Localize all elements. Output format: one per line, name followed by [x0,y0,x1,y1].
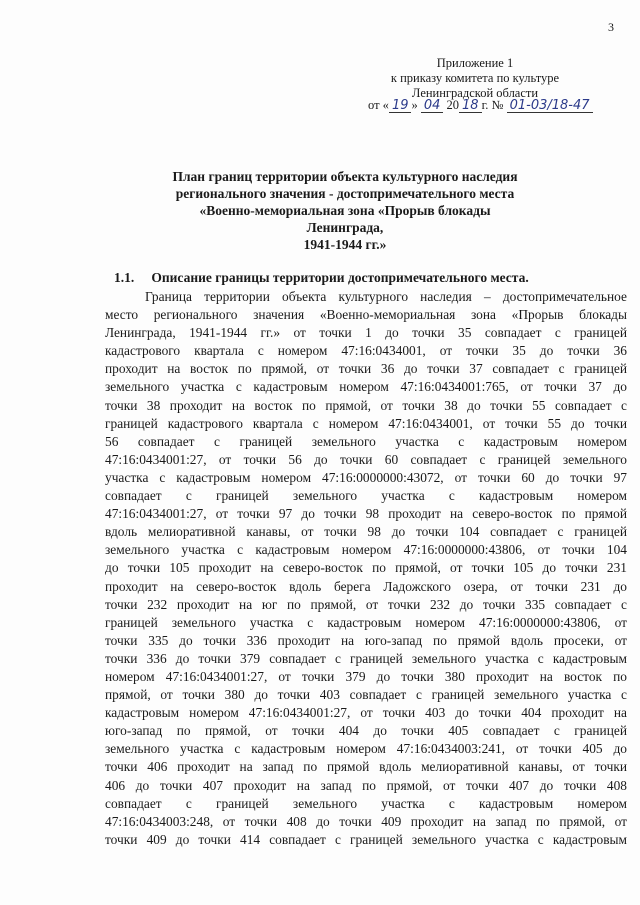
body-line: точки 406 проходит на запад по прямой вдоль мелиоративной канавы, от точки [105,759,627,775]
title-line-2: регионального значения - достопримечательного места [175,186,515,201]
body-line: кадастрового квартала с номером 47:16:0434001, от точки 35 до точки 36 [105,343,627,359]
body-line: точки 232 проходит на юг по прямой, от точки 232 до точки 335 совпадает с [105,596,627,612]
body-line: границей земельного участка с кадастровым номером 47:16:0000000:43806, от [105,614,627,630]
body-line: проходит на восток по прямой, от точки 36 до точки 37 совпадает с границей [105,361,627,377]
body-line: 47:16:0434001:27, от точки 56 до точки 60 совпадает с границей земельного [105,451,627,467]
title-line-4: 1941-1944 гг.» [303,237,387,252]
appendix-line-3: Ленинградской области [411,86,539,100]
body-line: точки 38 проходит на восток по прямой, от точки 38 до точки 55 совпадает с [105,397,627,413]
order-number: 01-03/18-47 [507,99,593,113]
order-prefix: от « [368,98,389,112]
title-line-1: План границ территории объекта культурного наследия [172,169,518,184]
body-line: совпадает с границей земельного участка с кадастровым номером [105,795,627,811]
body-line: место регионального значения «Военно-мемориальная зона «Прорыв блокады [105,307,627,323]
body-line: Граница территории объекта культурного наследия – достопримечательное [145,289,627,304]
order-sep-1: » [411,98,421,112]
body-line: 47:16:0434001:27, от точки 97 до точки 98 проходит на северо-восток по прямой [105,506,627,522]
order-year: 18 [459,99,482,113]
order-reference [368,98,593,113]
body-line: юго-запад по прямой, от точки 404 до точки 405 совпадает с границей [105,723,627,739]
body-line: земельного участка с кадастровым номером 47:16:0000000:43806, от точки 104 [105,542,627,558]
body-line: Ленинграда, 1941-1944 гг.» от точки 1 до точки 35 совпадает с границей [105,325,627,341]
body-text [105,288,627,849]
body-line: 406 до точки 407 проходит на запад по прямой, от точки 407 до точки 408 [105,777,627,793]
body-line: точки 335 до точки 336 проходит на юго-запад по прямой вдоль просеки, от [105,632,627,648]
order-month: 04 [421,99,444,113]
title-line-3: «Военно-мемориальная зона «Прорыв блокады Ленинграда, [199,203,491,235]
body-line: земельного участка с кадастровым номером 47:16:0434001:765, от точки 37 до [105,379,627,395]
body-line: точки 336 до точки 379 совпадает с границей земельного участка с кадастровым [105,650,627,666]
section-heading [114,270,529,286]
appendix-header [340,56,610,101]
page-number: 3 [608,20,614,34]
body-line: 47:16:0434003:248, от точки 408 до точки 409 проходит на запад по прямой, от [105,813,627,829]
section-title: Описание границы территории достопримечательного места. [151,270,529,285]
body-line: проходит на северо-восток вдоль берега Ладожского озера, от точки 231 до [105,578,627,594]
appendix-line-1: Приложение 1 [436,56,514,70]
appendix-line-2: к приказу комитета по культуре [390,71,560,85]
body-line: участка с кадастровым номером 47:16:0000000:43072, от точки 60 до точки 97 [105,469,627,485]
body-line: 56 совпадает с границей земельного участка с кадастровым номером [105,433,627,449]
body-line: до точки 105 проходит на северо-восток по прямой, от точки 105 до точки 231 [105,560,627,576]
body-line: точки 409 до точки 414 совпадает с границей земельного участка с кадастровым [105,831,627,847]
order-sep-2: 20 [443,98,460,112]
order-sep-3: г. № [481,98,504,112]
body-line: совпадает с границей земельного участка с кадастровым номером [105,488,627,504]
body-line: кадастровым номером 47:16:0434001:27, от точки 403 до точки 404 проходит на [105,705,627,721]
body-line: земельного участка с кадастровым номером 47:16:0434003:241, от точки 405 до [105,741,627,757]
document-title [160,168,530,253]
body-line: прямой, от точки 380 до точки 403 совпадает с границей земельного участка с [105,687,627,703]
section-number: 1.1. [114,270,135,285]
body-line: номером 47:16:0434001:27, от точки 379 до точки 380 проходит на восток по [105,668,627,684]
order-day: 19 [389,99,412,113]
body-line: границей кадастрового квартала с номером 47:16:0434001, от точки 55 до точки [105,415,627,431]
body-line: вдоль мелиоративной канавы, от точки 98 до точки 104 совпадает с границей [105,524,627,540]
